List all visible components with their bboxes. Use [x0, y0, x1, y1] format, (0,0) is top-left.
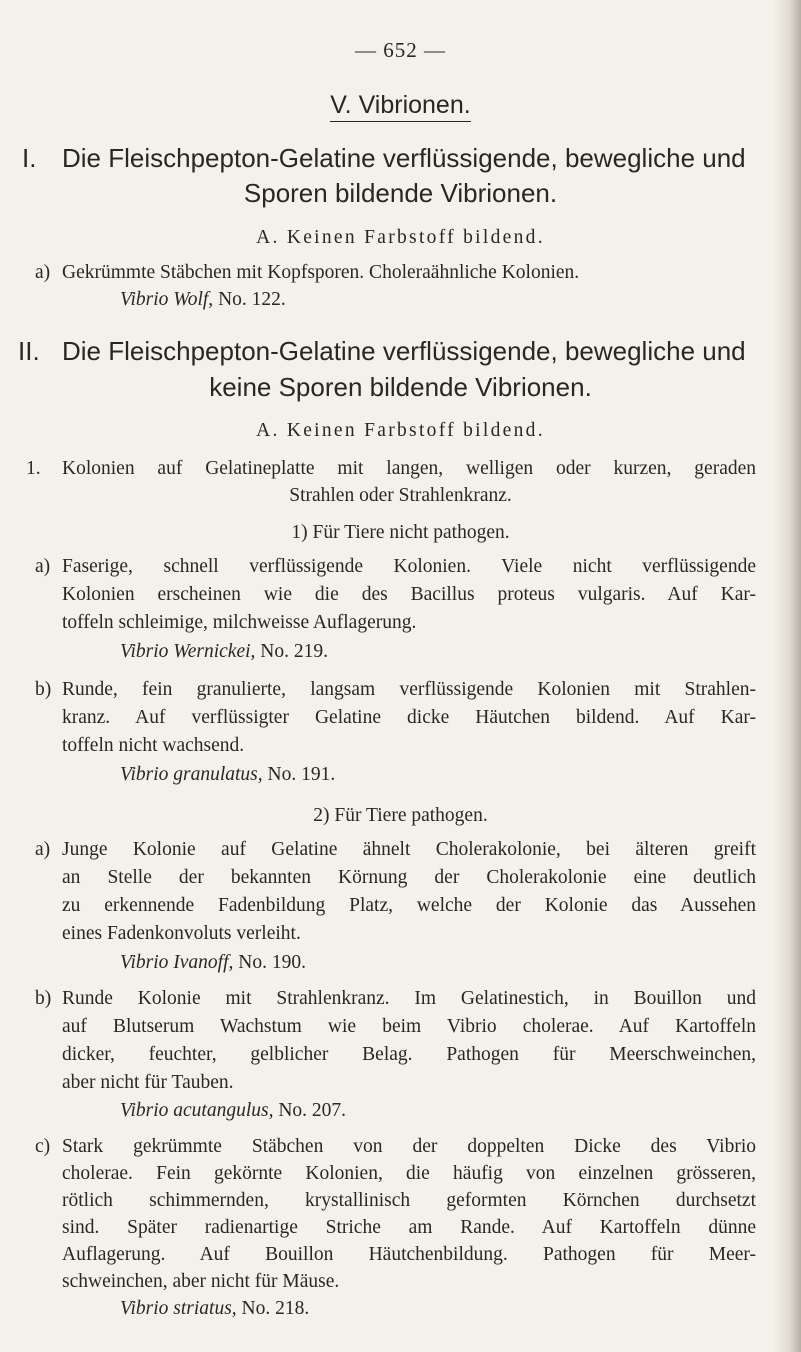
species-name: Vibrio Wernickei, [120, 641, 256, 662]
group-label: 1. [26, 458, 41, 479]
species-line [120, 641, 328, 663]
item-text-line: schweinchen, aber nicht für Mäuse. [62, 1271, 340, 1292]
item-text-line: dicker, feuchter, gelblicher Belag. Pathogen für Meerschweinchen, [62, 1044, 756, 1065]
item-text-line: aber nicht für Tauben. [62, 1072, 234, 1093]
item-text-line: auf Blutserum Wachstum wie beim Vibrio cholerae. Auf Kartoffeln [62, 1016, 756, 1037]
item-text-line: kranz. Auf verflüssigter Gelatine dicke Häutchen bildend. Auf Kar- [62, 707, 756, 728]
species-line [120, 1100, 346, 1122]
item-text-line: Auflagerung. Auf Bouillon Häutchenbildung. Pathogen für Meer- [62, 1244, 756, 1265]
section-1-subheading: A. Keinen Farbstoff bildend. [256, 227, 545, 248]
subgroup-heading: 1) Für Tiere nicht pathogen. [291, 522, 510, 543]
section-1-heading-line2: Sporen bildende Vibrionen. [243, 178, 558, 208]
item-label: a) [35, 262, 51, 283]
item-label: a) [35, 556, 51, 577]
group-text-line: Strahlen oder Strahlenkranz. [289, 485, 512, 506]
group-text-line: Kolonien auf Gelatineplatte mit langen, welligen oder kurzen, geraden [62, 458, 756, 479]
species-name: Vibrio Wolf, [120, 289, 214, 310]
species-name: Vibrio Ivanoff, [120, 952, 234, 973]
item-text-line: Faserige, schnell verflüssigende Kolonien. Viele nicht verflüssigende [62, 556, 756, 577]
item-label: c) [35, 1136, 51, 1157]
chapter-title [0, 91, 801, 120]
species-ref: No. 191. [267, 764, 336, 785]
item-text-line: Runde, fein granulierte, langsam verflüssigende Kolonien mit Strahlen- [62, 679, 756, 700]
item-label: b) [35, 988, 52, 1009]
item-text-line: cholerae. Fein gekörnte Kolonien, die häufig von einzelnen grösseren, [62, 1163, 756, 1184]
species-name: Vibrio granulatus, [120, 764, 263, 785]
species-ref: No. 218. [241, 1298, 310, 1319]
species-line [120, 1298, 309, 1320]
item-text-line: Runde Kolonie mit Strahlenkranz. Im Gelatinestich, in Bouillon und [62, 988, 756, 1009]
item-text-line: toffeln nicht wachsend. [62, 735, 245, 756]
item-text-line: toffeln schleimige, milchweisse Auflagerung. [62, 612, 417, 633]
item-text-line: zu erkennende Fadenbildung Platz, welche der Kolonie das Aussehen [62, 895, 756, 916]
species-ref: No. 219. [260, 641, 328, 662]
species-ref: No. 122. [218, 289, 286, 310]
section-2-numeral: II. [18, 336, 40, 366]
item-text: Gekrümmte Stäbchen mit Kopfsporen. Choleraähnliche Kolonien. [62, 262, 580, 283]
item-text-line: Stark gekrümmte Stäbchen von der doppelten Dicke des Vibrio [62, 1136, 756, 1157]
section-1-numeral: I. [22, 143, 37, 173]
page-number: — 652 — [355, 38, 446, 62]
item-label: a) [35, 839, 51, 860]
chapter-title-text: V. Vibrionen. [330, 91, 470, 122]
section-1-heading-line1: Die Fleischpepton-Gelatine verflüssigende, bewegliche und [62, 143, 746, 173]
species-line [120, 952, 306, 974]
item-label: b) [35, 679, 52, 700]
species-ref: No. 190. [238, 952, 306, 973]
item-text-line: Kolonien erscheinen wie die des Bacillus proteus vulgaris. Auf Kar- [62, 584, 756, 605]
item-text-line: Junge Kolonie auf Gelatine ähnelt Cholerakolonie, bei älteren greift [62, 839, 756, 860]
species-name: Vibrio acutangulus, [120, 1100, 274, 1121]
item-text-line: rötlich schimmernden, krystallinisch geformten Körnchen durchsetzt [62, 1190, 756, 1211]
page-edge-shadow [773, 0, 801, 1352]
item-text-line: sind. Später radienartige Striche am Rande. Auf Kartoffeln dünne [62, 1217, 756, 1238]
species-ref: No. 207. [278, 1100, 347, 1121]
section-2-heading-line2: keine Sporen bildende Vibrionen. [209, 372, 592, 402]
species-name: Vibrio striatus, [120, 1298, 237, 1319]
species-line [120, 289, 286, 311]
section-2-subheading: A. Keinen Farbstoff bildend. [256, 420, 545, 441]
item-text-line: an Stelle der bekannten Körnung der Cholerakolonie eine deutlich [62, 867, 756, 888]
section-2-heading-line1: Die Fleischpepton-Gelatine verflüssigende, bewegliche und [62, 336, 746, 366]
item-text-line: eines Fadenkonvoluts verleiht. [62, 923, 301, 944]
subgroup-heading: 2) Für Tiere pathogen. [313, 805, 488, 826]
species-line [120, 764, 335, 786]
